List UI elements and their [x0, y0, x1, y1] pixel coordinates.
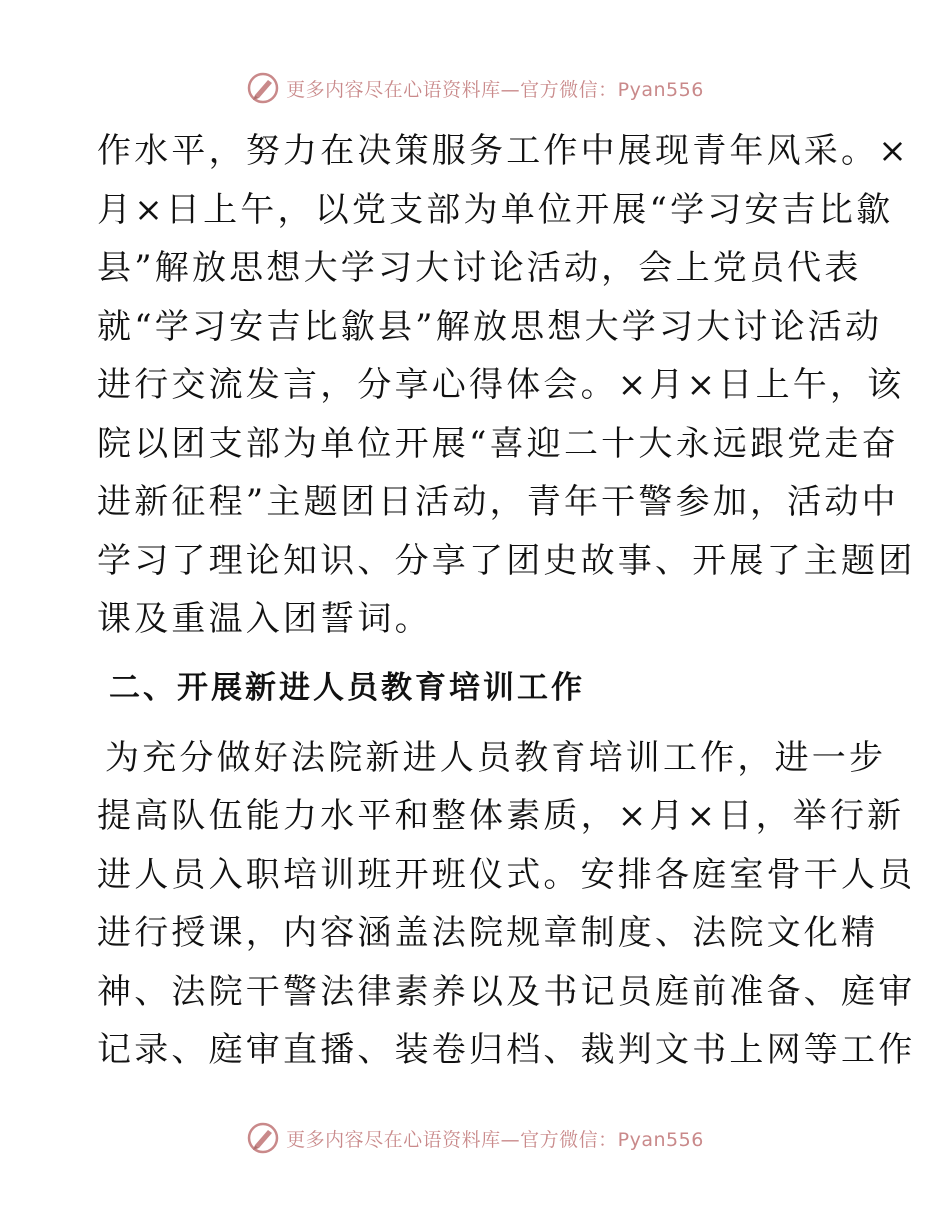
text-line: 记录、庭审直播、装卷归档、裁判文书上网等工作	[97, 1030, 916, 1070]
text-line: 提高队伍能力水平和整体素质，×月×日，举行新	[97, 796, 905, 836]
text-line: 课及重温入团誓词。	[97, 599, 432, 639]
text-line: 进新征程”主题团日活动，青年干警参加，活动中	[97, 482, 899, 522]
watermark-text: 更多内容尽在心语资料库—官方微信：Pyan556	[286, 78, 704, 101]
text-line: 学习了理论知识、分享了团史故事、开展了主题团	[97, 540, 916, 581]
text-line: 院以团支部为单位开展“喜迎二十大永远跟党走奋	[97, 423, 899, 464]
text-line: 进行交流发言，分享心得体会。×月×日上午，该	[97, 365, 905, 405]
text-line: 县”解放思想大学习大讨论活动，会上党员代表	[97, 248, 862, 288]
pen-seal-icon	[246, 1121, 280, 1155]
paragraph-1	[97, 122, 916, 649]
text-line: 为充分做好法院新进人员教育培训工作，进一步	[105, 737, 887, 778]
pen-seal-icon	[246, 71, 280, 105]
header-watermark	[0, 68, 950, 108]
text-line: 就“学习安吉比歙县”解放思想大学习大讨论活动	[97, 306, 883, 347]
text-line: 进行授课，内容涵盖法院规章制度、法院文化精	[97, 913, 879, 953]
section-heading: 二、开展新进人员教育培训工作	[109, 669, 585, 706]
document-body	[97, 122, 916, 1080]
footer-watermark	[0, 1118, 950, 1158]
text-line: 月×日上午，以党支部为单位开展“学习安吉比歙	[97, 189, 894, 230]
text-line: 进人员入职培训班开班仪式。安排各庭室骨干人员	[97, 854, 916, 895]
text-line: 神、法院干警法律素养以及书记员庭前准备、庭审	[97, 971, 916, 1012]
paragraph-2	[97, 729, 916, 1080]
text-line: 作水平，努力在决策服务工作中展现青年风采。×	[97, 131, 910, 171]
watermark-text: 更多内容尽在心语资料库—官方微信：Pyan556	[286, 1128, 704, 1151]
